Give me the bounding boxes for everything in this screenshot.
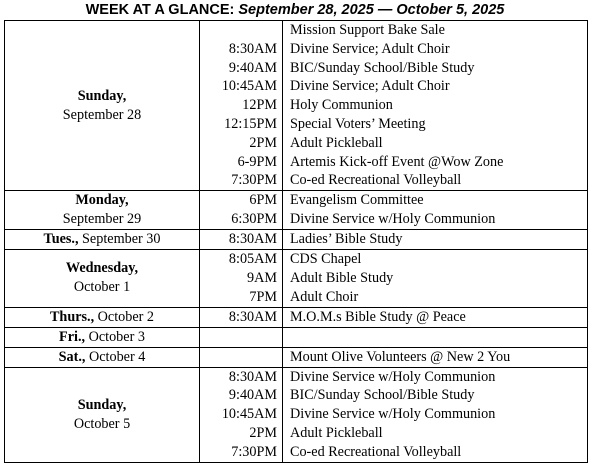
events-cell	[283, 191, 588, 230]
day-cell	[5, 327, 200, 347]
time-text: 9AM	[247, 269, 277, 286]
day-date: October 5	[73, 415, 131, 432]
title-label: WEEK AT A GLANCE:	[85, 2, 235, 18]
time-text: 6:30PM	[231, 211, 277, 228]
times-cell	[200, 230, 283, 250]
time-text: 8:30AM	[228, 308, 277, 325]
time-text: 10:45AM	[221, 406, 277, 423]
time-text: 7:30PM	[231, 443, 277, 460]
time-text: 10:45AM	[221, 78, 277, 95]
event-text: CDS Chapel	[290, 251, 362, 268]
time-text: 6-9PM	[237, 153, 277, 170]
day-date: October 1	[73, 279, 131, 296]
time-text: 12PM	[242, 97, 277, 114]
day-name: Thurs.,	[49, 308, 95, 325]
title-dates: September 28, 2025 — October 5, 2025	[238, 2, 505, 18]
day-cell	[5, 250, 200, 307]
times-cell	[200, 307, 283, 327]
time-text: 2PM	[249, 424, 277, 441]
day-date: September 28	[62, 106, 142, 123]
times-cell	[200, 347, 283, 367]
events-cell	[283, 327, 588, 347]
event-text: Co-ed Recreational Volleyball	[290, 443, 462, 460]
table-row	[5, 230, 588, 250]
time-text: 8:30AM	[228, 231, 277, 248]
time-text: 8:30AM	[228, 40, 277, 57]
event-text: Divine Service w/Holy Communion	[290, 368, 496, 385]
day-name: Fri.,	[59, 328, 86, 345]
day-name: Sat.,	[58, 348, 86, 365]
day-name: Monday,	[75, 192, 129, 209]
time-text: 2PM	[249, 134, 277, 151]
day-cell	[5, 367, 200, 462]
time-text: 8:05AM	[228, 251, 277, 268]
schedule-body	[5, 21, 588, 463]
time-text: 12:15PM	[224, 115, 277, 132]
event-text: Mount Olive Volunteers @ New 2 You	[290, 348, 511, 365]
times-cell	[200, 21, 283, 191]
time-text	[200, 348, 277, 367]
event-text: Divine Service; Adult Choir	[290, 78, 450, 95]
event-text: Evangelism Committee	[290, 192, 424, 209]
time-text: 7PM	[249, 288, 277, 305]
event-text: Adult Pickleball	[290, 424, 383, 441]
time-text	[200, 21, 277, 40]
day-cell	[5, 307, 200, 327]
day-date: October 4	[85, 348, 146, 365]
event-text: Adult Pickleball	[290, 134, 383, 151]
schedule-table	[4, 20, 588, 463]
event-text: BIC/Sunday School/Bible Study	[290, 59, 475, 76]
events-cell	[283, 367, 588, 462]
times-cell	[200, 250, 283, 307]
event-text: Co-ed Recreational Volleyball	[290, 172, 462, 189]
event-text: Special Voters’ Meeting	[290, 115, 426, 132]
table-row	[5, 191, 588, 230]
table-row	[5, 327, 588, 347]
day-cell	[5, 21, 200, 191]
day-cell	[5, 191, 200, 230]
time-text: 9:40AM	[228, 387, 277, 404]
event-text: Adult Choir	[290, 288, 359, 305]
event-text: Divine Service w/Holy Communion	[290, 406, 496, 423]
times-cell	[200, 191, 283, 230]
events-cell	[283, 250, 588, 307]
time-text	[200, 328, 277, 347]
times-cell	[200, 367, 283, 462]
event-text: Divine Service w/Holy Communion	[290, 211, 496, 228]
time-text: 9:40AM	[228, 59, 277, 76]
table-row	[5, 347, 588, 367]
time-text: 6PM	[249, 192, 277, 209]
event-text: Adult Bible Study	[290, 269, 394, 286]
page-title	[0, 0, 590, 20]
day-date: October 3	[85, 328, 145, 345]
event-text	[290, 328, 587, 347]
day-name: Sunday,	[77, 87, 127, 104]
events-cell	[283, 347, 588, 367]
day-cell	[5, 230, 200, 250]
day-name: Sunday,	[77, 396, 127, 413]
events-cell	[283, 230, 588, 250]
event-text: M.O.M.s Bible Study @ Peace	[290, 308, 466, 325]
day-cell	[5, 347, 200, 367]
event-text: BIC/Sunday School/Bible Study	[290, 387, 475, 404]
event-text: Divine Service; Adult Choir	[290, 40, 450, 57]
event-text: Mission Support Bake Sale	[290, 22, 445, 38]
table-row	[5, 21, 588, 191]
event-text: Artemis Kick-off Event @Wow Zone	[290, 153, 504, 170]
times-cell	[200, 327, 283, 347]
day-date: September 29	[62, 211, 142, 228]
events-cell	[283, 21, 588, 191]
table-row	[5, 307, 588, 327]
day-date: September 30	[78, 231, 161, 248]
day-name: Tues.,	[43, 231, 79, 248]
event-text: Ladies’ Bible Study	[290, 231, 403, 248]
time-text: 7:30PM	[231, 172, 277, 189]
day-date: October 2	[94, 308, 155, 325]
table-row	[5, 367, 588, 462]
events-cell	[283, 307, 588, 327]
table-row	[5, 250, 588, 307]
time-text: 8:30AM	[228, 368, 277, 385]
day-name: Wednesday,	[65, 260, 139, 277]
event-text: Holy Communion	[290, 97, 393, 114]
